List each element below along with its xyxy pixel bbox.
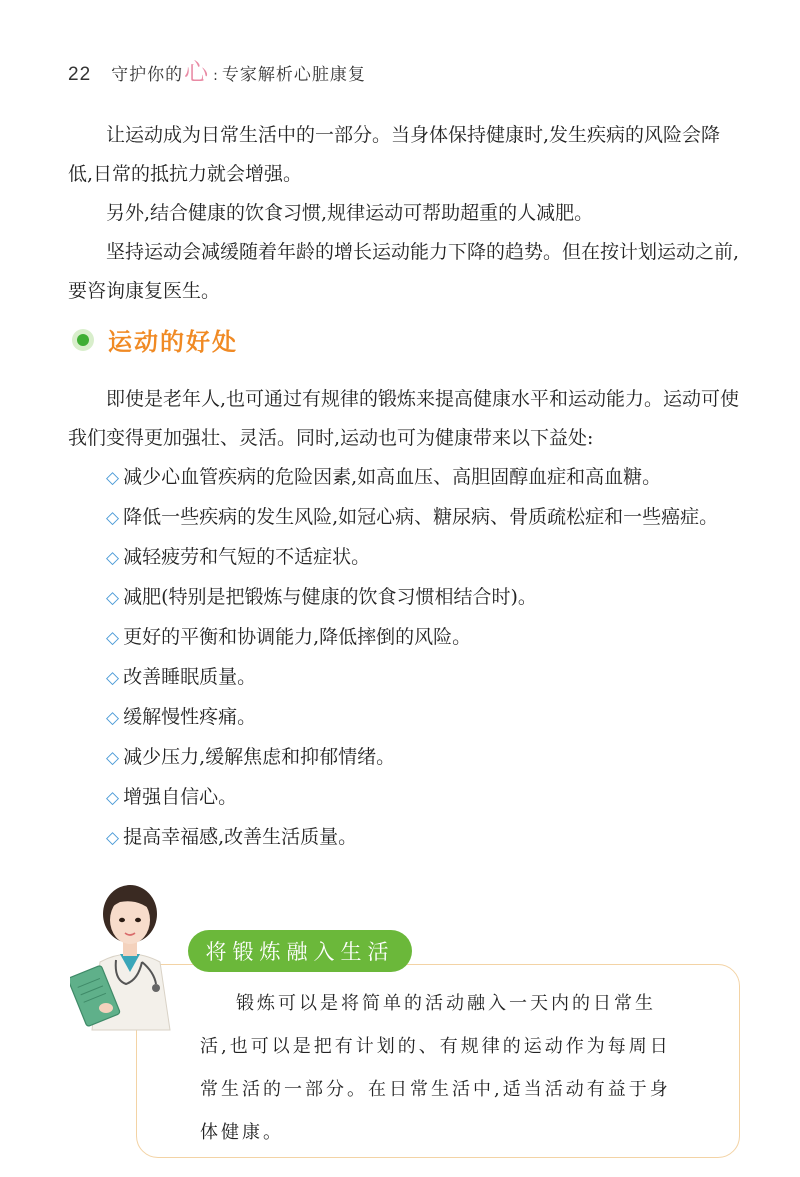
tip-paragraph: 锻炼可以是将简单的活动融入一天内的日常生活,也可以是把有计划的、有规律的运动作为每周日常生活的一部分。在日常生活中,适当活动有益于身体健康。 bbox=[200, 993, 671, 1143]
intro-text bbox=[68, 116, 744, 311]
list-item: ◇ 降低一些疾病的发生风险,如冠心病、糖尿病、骨质疏松症和一些癌症。 bbox=[106, 506, 719, 528]
list-item: ◇ 减肥(特别是把锻炼与健康的饮食习惯相结合时)。 bbox=[106, 586, 537, 608]
book-title-colon: : bbox=[213, 68, 219, 84]
diamond-bullet-icon: ◇ bbox=[106, 548, 120, 568]
tip-title: 将锻炼融入生活 bbox=[188, 930, 412, 972]
page-number: 22 bbox=[68, 64, 92, 85]
book-subtitle: 专家解析心脏康复 bbox=[221, 65, 366, 85]
section-heading bbox=[72, 322, 238, 357]
list-item: ◇ 增强自信心。 bbox=[106, 786, 238, 808]
diamond-bullet-icon: ◇ bbox=[106, 748, 120, 768]
green-dot-icon bbox=[72, 329, 94, 351]
list-item: ◇ 缓解慢性疼痛。 bbox=[106, 706, 257, 728]
diamond-bullet-icon: ◇ bbox=[106, 468, 120, 488]
running-header bbox=[68, 52, 366, 84]
diamond-bullet-icon: ◇ bbox=[106, 628, 120, 648]
diamond-bullet-icon: ◇ bbox=[106, 508, 120, 528]
paragraph: 另外,结合健康的饮食习惯,规律运动可帮助超重的人减肥。 bbox=[106, 202, 594, 224]
section-title: 运动的好处 bbox=[108, 328, 238, 356]
diamond-bullet-icon: ◇ bbox=[106, 828, 120, 848]
benefits-section bbox=[68, 380, 744, 858]
list-item: ◇ 改善睡眠质量。 bbox=[106, 666, 257, 688]
paragraph: 坚持运动会减缓随着年龄的增长运动能力下降的趋势。但在按计划运动之前,要咨询康复医生。 bbox=[68, 241, 740, 302]
tip-text bbox=[200, 982, 684, 1154]
doctor-illustration bbox=[70, 880, 190, 1040]
list-item: ◇ 更好的平衡和协调能力,降低摔倒的风险。 bbox=[106, 626, 472, 648]
diamond-bullet-icon: ◇ bbox=[106, 668, 120, 688]
section-lead: 即使是老年人,也可通过有规律的锻炼来提高健康水平和运动能力。运动可使我们变得更加强壮、灵活。同时,运动也可为健康带来以下益处: bbox=[68, 388, 740, 449]
diamond-bullet-icon: ◇ bbox=[106, 708, 120, 728]
paragraph: 让运动成为日常生活中的一部分。当身体保持健康时,发生疾病的风险会降低,日常的抵抗力就会增强。 bbox=[68, 124, 721, 185]
list-item: ◇ 减少压力,缓解焦虑和抑郁情绪。 bbox=[106, 746, 396, 768]
diamond-bullet-icon: ◇ bbox=[106, 788, 120, 808]
book-title-heart: 心 bbox=[184, 58, 210, 86]
list-item: ◇ 提高幸福感,改善生活质量。 bbox=[106, 826, 358, 848]
list-item: ◇ 减轻疲劳和气短的不适症状。 bbox=[106, 546, 371, 568]
book-title: 守护你的 bbox=[111, 65, 184, 85]
diamond-bullet-icon: ◇ bbox=[106, 588, 120, 608]
list-item: ◇ 减少心血管疾病的危险因素,如高血压、高胆固醇血症和高血糖。 bbox=[106, 466, 662, 488]
